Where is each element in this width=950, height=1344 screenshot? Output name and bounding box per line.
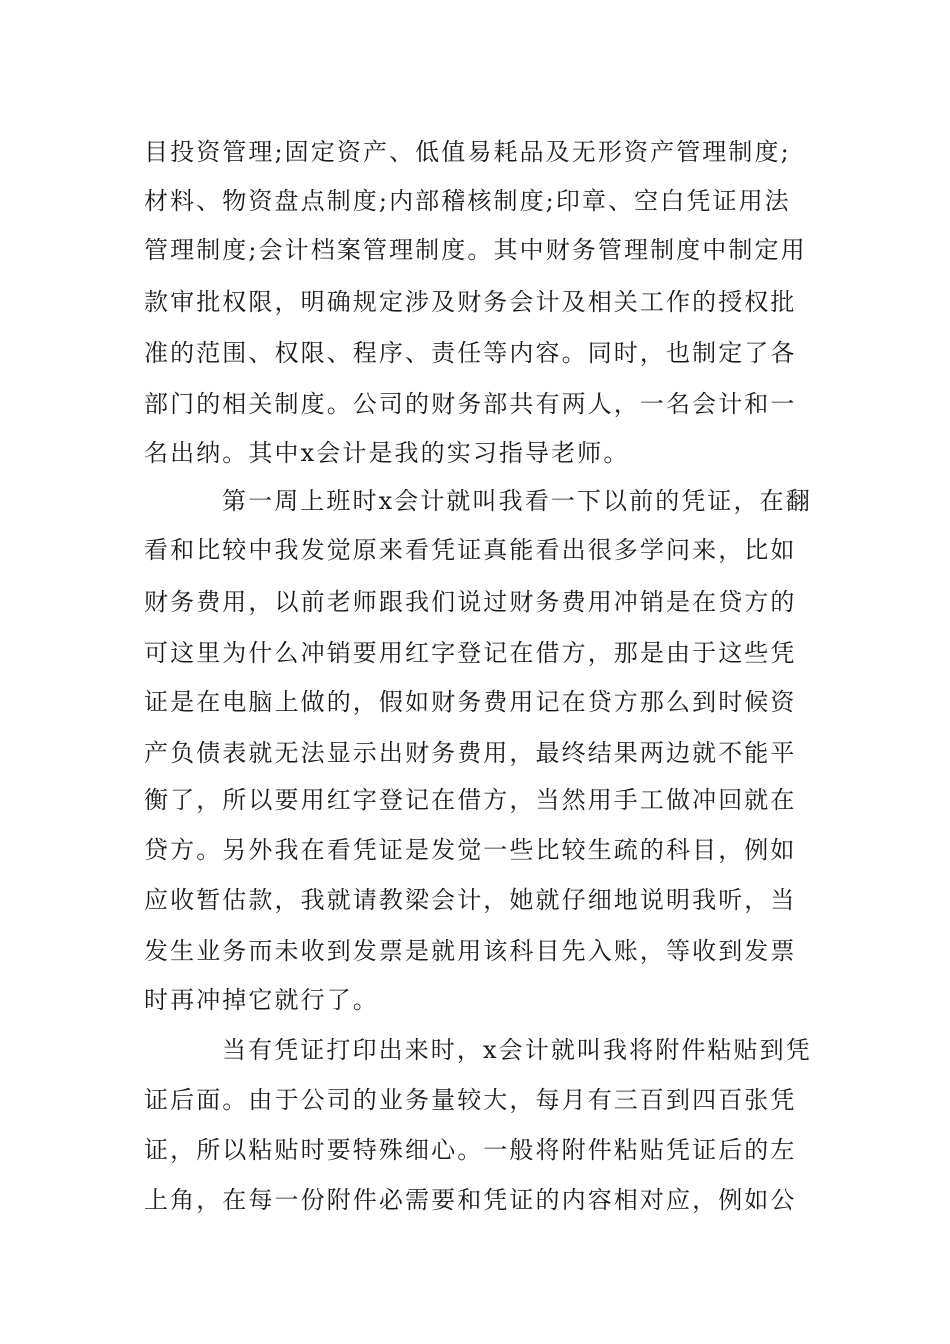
text-line: 证，所以粘贴时要特殊细心。一般将附件粘贴凭证后的左: [144, 1136, 797, 1164]
text-line: 产负债表就无法显示出财务费用，最终结果两边就不能平: [144, 739, 797, 767]
text-line: 目投资管理;固定资产、低值易耗品及无形资产管理制度;: [144, 138, 791, 166]
text-line: 可这里为什么冲销要用红字登记在借方，那是由于这些凭: [144, 639, 797, 667]
text-line: 财务费用，以前老师跟我们说过财务费用冲销是在贷方的: [144, 588, 797, 616]
text-line: 看和比较中我发觉原来看凭证真能看出很多学问来，比如: [144, 536, 797, 564]
text-line: 准的范围、权限、程序、责任等内容。同时，也制定了各: [144, 339, 797, 367]
text-line: 衡了，所以要用红字登记在借方，当然用手工做冲回就在: [144, 786, 797, 814]
text-line: 材料、物资盘点制度;内部稽核制度;印章、空白凭证用法: [144, 187, 791, 215]
text-line: 贷方。另外我在看凭证是发觉一些比较生疏的科目，例如: [144, 836, 797, 864]
paragraph-first-line: 第一周上班时x会计就叫我看一下以前的凭证，在翻: [222, 487, 812, 515]
text-line: 证后面。由于公司的业务量较大，每月有三百到四百张凭: [144, 1086, 797, 1114]
text-line: 时再冲掉它就行了。: [144, 986, 379, 1014]
text-line: 部门的相关制度。公司的财务部共有两人，一名会计和一: [144, 390, 797, 418]
text-line: 管理制度;会计档案管理制度。其中财务管理制度中制定用: [144, 236, 807, 264]
text-line: 发生业务而未收到发票是就用该科目先入账，等收到发票: [144, 937, 797, 965]
text-line: 证是在电脑上做的，假如财务费用记在贷方那么到时候资: [144, 688, 797, 716]
text-line: 名出纳。其中x会计是我的实习指导老师。: [144, 439, 630, 467]
paragraph-first-line: 当有凭证打印出来时，x会计就叫我将附件粘贴到凭: [222, 1036, 812, 1064]
text-line: 应收暂估款，我就请教梁会计，她就仔细地说明我听，当: [144, 886, 797, 914]
text-line: 款审批权限，明确规定涉及财务会计及相关工作的授权批: [144, 288, 797, 316]
text-line: 上角，在每一份附件必需要和凭证的内容相对应，例如公: [144, 1186, 797, 1214]
